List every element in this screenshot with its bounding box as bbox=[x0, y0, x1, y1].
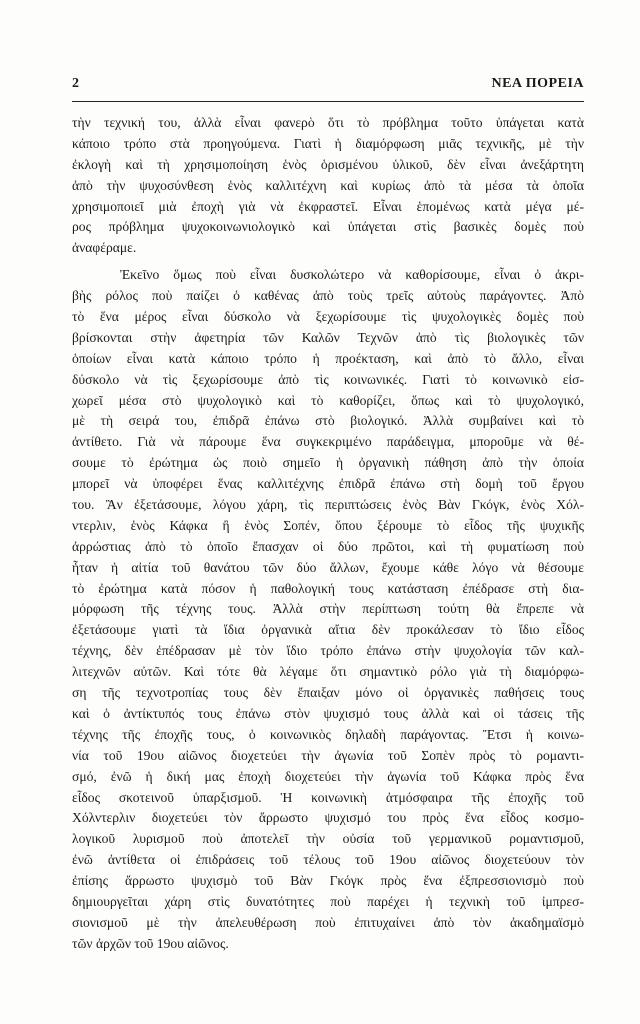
text-line: Ἐκεῖνο ὅμως ποὺ εἶναι δυσκολώτερο νὰ καθορίσουμε, εἶναι ὁ ἀκρι- bbox=[120, 267, 584, 283]
body-text bbox=[72, 113, 584, 955]
text-line: μπορεῖ νὰ ὑποφέρει ἕνας καλλιτέχνης ἐπιδρᾶ ἐπάνω στὴ δομὴ τοῦ ἔργου bbox=[72, 476, 584, 492]
text-line: ὁποίων εἶναι κατὰ κάποιο τρόπο ἡ προέκταση, καὶ ἀπὸ τὸ ἄλλο, εἶναι bbox=[72, 350, 584, 366]
text-line: δημιουργεῖται χάρη στὶς δυνατότητες ποὺ παρέχει ἡ τεχνικὴ τοῦ ἰμπρεσ- bbox=[72, 893, 584, 909]
text-line: μὲ τὴ σειρά του, ἐπιδρᾶ ἐπάνω στὸ βιολογικό. Ἀλλὰ συμβαίνει καὶ τὸ bbox=[72, 413, 584, 429]
text-line: ἐπίσης ἄρρωστο ψυχισμὸ τοῦ Βὰν Γκόγκ πρὸς ἕνα ἐξπρεσσιονισμὸ ποὺ bbox=[72, 873, 584, 889]
text-line: δύσκολο νὰ τὶς ξεχωρίσουμε ἀπὸ τὶς κοινωνικές. Γιατὶ τὸ κοινωνικὸ εἰσ- bbox=[72, 371, 584, 387]
text-line: τῶν ἀρχῶν τοῦ 19ου αἰῶνος. bbox=[72, 935, 229, 951]
text-line: μόρφωση τῆς τέχνης τους. Ἀλλὰ στὴν περίπτωση τούτη θὰ ἔπρεπε νὰ bbox=[72, 601, 584, 617]
text-line: σιονισμοῦ μὲ τὴν ἀπελευθέρωση ποὺ ἐπιτυχαίνει ἀπὸ τὸν ἀκαδημαϊσμὸ bbox=[72, 914, 584, 930]
text-line: εἶδος σκοτεινοῦ ὑπαρξισμοῦ. Ἡ κοινωνικὴ ἀτμόσφαιρα τῆς ἐποχῆς τοῦ bbox=[72, 789, 584, 805]
text-line: βὴς ρόλος ποὺ παίζει ὁ καθένας ἀπὸ τοὺς τρεῖς αὐτοὺς παράγοντες. Ἀπὸ bbox=[72, 288, 584, 304]
text-line: ἐνῶ ἀντίθετα οἱ ἐπιδράσεις τοῦ τέλους τοῦ 19ου αἰῶνος διοχετεύουν τὸν bbox=[72, 852, 584, 868]
text-line: ρος πρόβλημα ψυχοκοινωνιολογικὸ καὶ ὑπάγεται στὶς βασικὲς δομὲς ποὺ bbox=[72, 219, 584, 235]
text-line: ἦταν ἡ αἰτία τοῦ θανάτου τῶν δύο ἄλλων, ἔχουμε κάθε λόγο νὰ θέσουμε bbox=[72, 559, 584, 575]
text-line: χωρεῖ μέσα στὸ ψυχολογικὸ καὶ τὸ καθορίζει, ὅπως καὶ τὸ ψυχολογικό, bbox=[72, 392, 584, 408]
page-number: 2 bbox=[72, 76, 79, 91]
text-line: ἐξετάσουμε γιατὶ τὰ ἴδια ὀργανικὰ αἴτια δὲν προκάλεσαν τὸ ἴδιο εἶδος bbox=[72, 622, 584, 638]
text-line: Χόλντερλιν διοχετεύει τὸν ἄρρωστο ψυχισμό του πρὸς ἕνα εἶδος κοσμο- bbox=[72, 810, 584, 826]
text-line: χρησιμοποιεῖ μιὰ ἐποχὴ γιὰ νὰ ἐκφραστεῖ. Εἶναι ἑπομένως κατὰ μέγα μέ- bbox=[72, 198, 584, 214]
text-line: σμό, ἐνῶ ἡ δική μας ἐποχὴ διοχετεύει τὴν ἀγωνία τοῦ Κάφκα πρὸς ἕνα bbox=[72, 768, 584, 784]
text-line: λιτεχνῶν αὐτῶν. Καὶ τότε θὰ λέγαμε ὅτι σημαντικὸ ρόλο γιὰ τὴ διαμόρφω- bbox=[72, 664, 584, 680]
text-line: καὶ ὁ ἀντίκτυπός τους ἐπάνω στὸν ψυχισμό τους ἀλλὰ καὶ οἱ τάσεις τῆς bbox=[72, 705, 584, 721]
text-line: τέχνης τῆς ἐποχῆς τους, ὁ κοινωνικὸς δηλαδὴ παράγοντας. Ἔτσι ἡ κοινω- bbox=[72, 726, 584, 742]
journal-title: ΝΕΑ ΠΟΡΕΙΑ bbox=[491, 76, 584, 91]
text-line: ση τῆς τεχνοτροπίας τους δὲν ἔπαιξαν μόνο οἱ ὀργανικὲς παθήσεις τους bbox=[72, 685, 584, 701]
header-rule bbox=[72, 101, 584, 102]
text-line: τὸ ἕνα μέρος εἶναι δύσκολο νὰ ξεχωρίσουμε τὶς ψυχολογικὲς δομὲς ποὺ bbox=[72, 309, 584, 325]
text-line: κάποιο τρόπο στὰ προηγούμενα. Γιατὶ ἡ διαμόρφωση μιᾶς τεχνικῆς, μὲ τὴν bbox=[72, 135, 584, 151]
text-line: του. Ἂν ἐξετάσουμε, λόγου χάρη, τὶς περιπτώσεις ἑνὸς Βὰν Γκόγκ, ἑνὸς Χόλ- bbox=[72, 497, 584, 513]
text-line: τέχνης, δὲν ἐπέδρασαν μὲ τὸν ἴδιο τρόπο ἐπάνω στὴν ψυχολογία τῶν καλ- bbox=[72, 643, 584, 659]
text-line: βρίσκονται στὴν ἀφετηρία τῶν Καλῶν Τεχνῶν ἀπὸ τὶς βιολογικὲς τῶν bbox=[72, 329, 584, 345]
running-header bbox=[72, 76, 584, 98]
text-line: ντερλιν, ἑνὸς Κάφκα ἢ ἑνὸς Σοπέν, ὅπου ξέρουμε τὸ εἶδος τῆς ψυχικῆς bbox=[72, 517, 584, 533]
paragraph-1 bbox=[72, 113, 584, 259]
text-line: ἀρρώστιας ἀπὸ τὸ ὁποῖο ἔπασχαν οἱ δύο πρῶτοι, καὶ τὴ φυματίωση ποὺ bbox=[72, 538, 584, 554]
text-line: νία τοῦ 19ου αἰῶνος διοχετεύει τὴν ἀγωνία τοῦ Σοπὲν πρὸς τὸ ρομαντι- bbox=[72, 747, 584, 763]
text-line: ἀναφέραμε. bbox=[72, 240, 137, 256]
text-line: λογικοῦ λυρισμοῦ ποὺ ἀποτελεῖ τὴν οὐσία τοῦ γερμανικοῦ ρομαντισμοῦ, bbox=[72, 831, 584, 847]
text-line: τὴν τεχνική του, ἀλλὰ εἶναι φανερὸ ὅτι τὸ πρόβλημα τοῦτο ὑπάγεται κατὰ bbox=[72, 115, 584, 130]
text-line: ἐκλογὴ καὶ τὴ χρησιμοποίηση ἑνὸς ὁρισμένου ὑλικοῦ, δὲν εἶναι ἀνεξάρτητη bbox=[72, 156, 584, 172]
text-line: ἀντίθετο. Γιὰ νὰ πάρουμε ἕνα συγκεκριμένο παράδειγμα, μποροῦμε νὰ θέ- bbox=[72, 434, 584, 450]
text-line: τὸ ἐρώτημα κατὰ πόσον ἡ παθολογική τους κατάσταση ἐπέδρασε στὴ δια- bbox=[72, 580, 584, 596]
text-line: σουμε τὸ ἐρώτημα ὡς ποιὸ σημεῖο ἡ ὀργανικὴ πάθηση ἀπὸ τὴν ὁποία bbox=[72, 455, 584, 471]
text-line: ἀπὸ τὴν ψυχοσύνθεση ἑνὸς καλλιτέχνη καὶ κυρίως ἀπὸ τὰ μέσα τὰ ὁποῖα bbox=[72, 177, 584, 193]
paragraph-2 bbox=[72, 265, 584, 954]
